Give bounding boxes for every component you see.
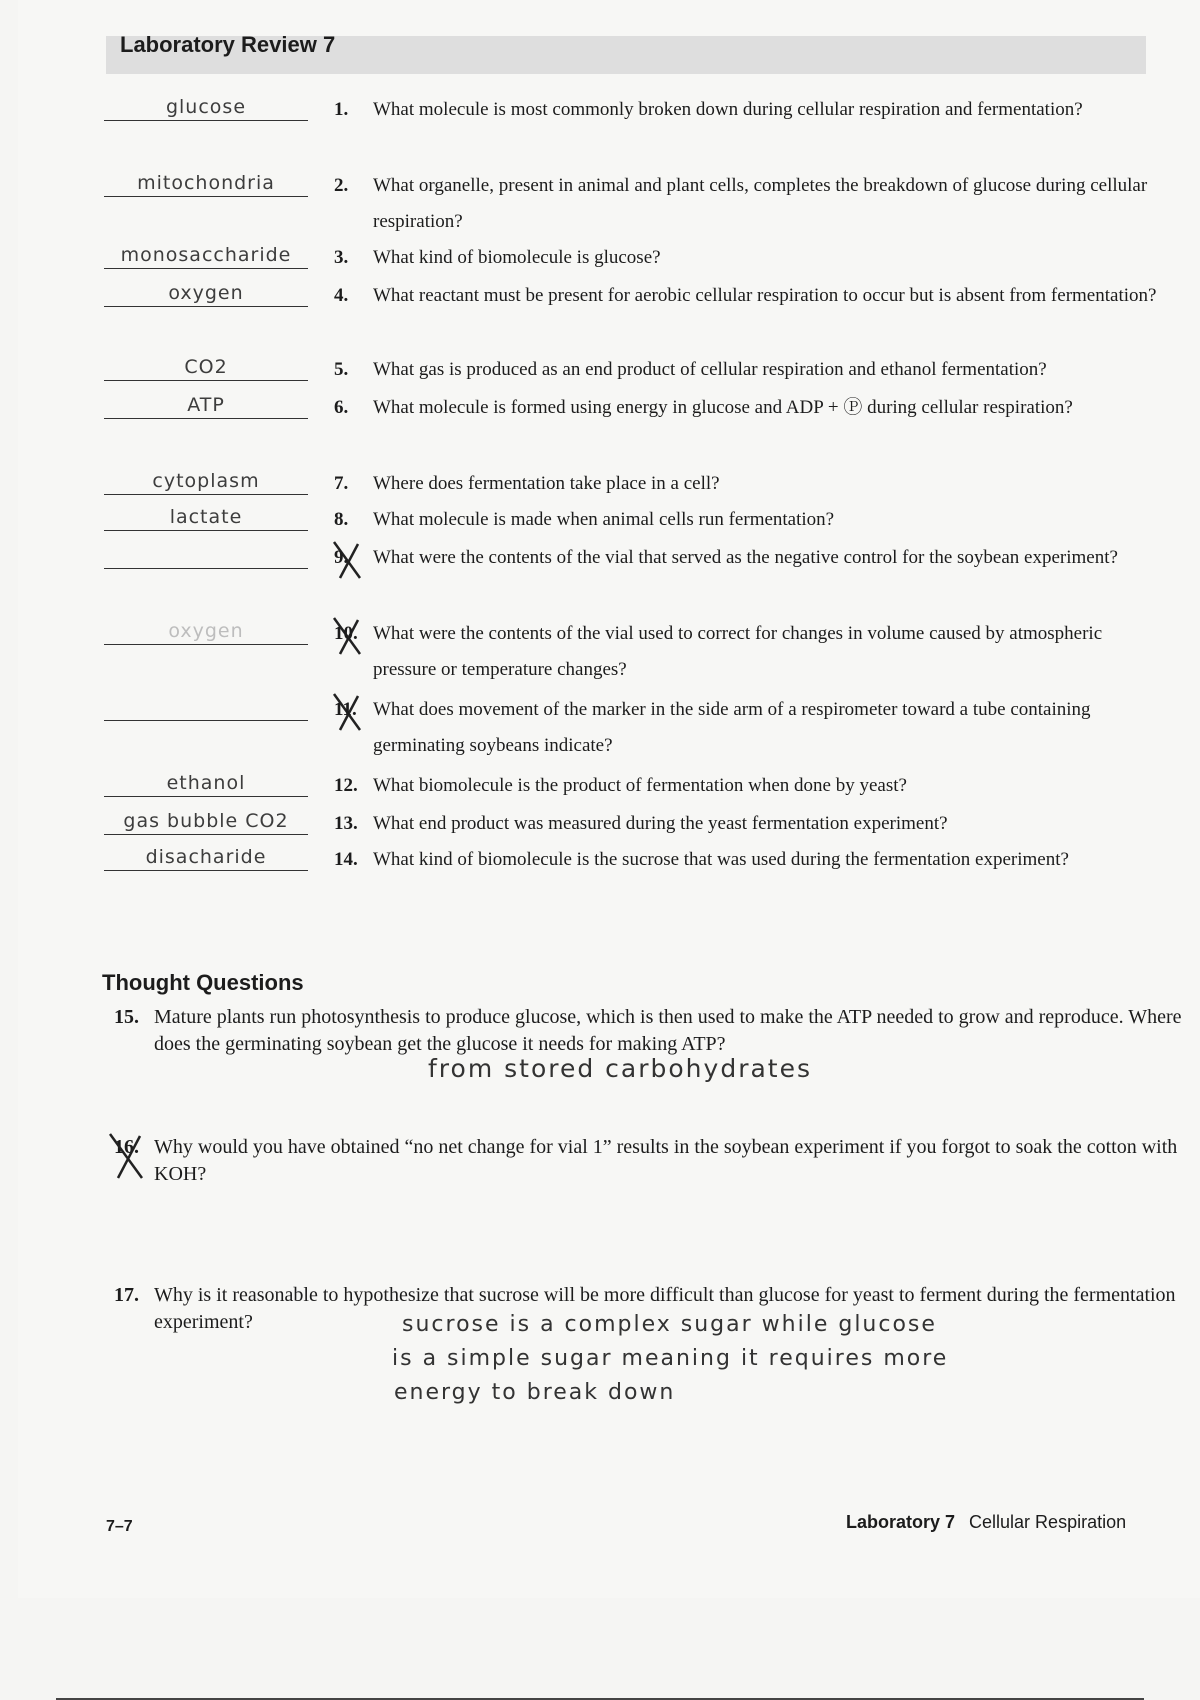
question-number: 14. xyxy=(334,849,358,870)
handwritten-answer: cytoplasm xyxy=(152,470,260,492)
handwritten-answer: oxygen xyxy=(168,282,244,304)
question-text: What does movement of the marker in the side arm of a respirometer toward a tube containing germinating soybeans indicate? xyxy=(373,699,1091,756)
question-text: What biomolecule is the product of fermentation when done by yeast? xyxy=(373,775,907,796)
handwritten-answer: oxygen xyxy=(168,620,244,642)
question-number: 10. xyxy=(334,623,358,644)
answer-blank[interactable] xyxy=(104,768,308,797)
handwritten-answer: CO2 xyxy=(184,356,228,378)
handwritten-answer: lactate xyxy=(169,506,243,528)
footer-lab: Laboratory 7 xyxy=(846,1512,956,1532)
question-number: 11. xyxy=(334,699,357,720)
answer-blank[interactable] xyxy=(104,616,308,645)
question-number: 9. xyxy=(334,547,349,568)
answer-blank[interactable] xyxy=(104,240,308,269)
question-text: Mature plants run photosynthesis to produce glucose, which is then used to make the ATP needed to grow and reproduce. Where does the germinating soybean get the glucose it needs for making ATP? xyxy=(154,1006,1182,1055)
answer-blank[interactable] xyxy=(104,842,308,871)
section-title-thought-questions: Thought Questions xyxy=(102,970,304,995)
question-text: What gas is produced as an end product of cellular respiration and ethanol fermentation? xyxy=(373,359,1047,380)
question-number: 16. xyxy=(114,1136,139,1158)
question-number: 2. xyxy=(334,175,349,196)
question-text: What molecule is made when animal cells run fermentation? xyxy=(373,509,835,530)
question-text: What molecule is formed using energy in glucose and ADP + Ⓟ during cellular respiration? xyxy=(373,397,1073,418)
question-text: What organelle, present in animal and plant cells, completes the breakdown of glucose during cellular respiration? xyxy=(373,175,1148,232)
footer-label xyxy=(846,1512,1126,1533)
footer-topic: Cellular Respiration xyxy=(969,1512,1127,1532)
answer-blank[interactable] xyxy=(104,92,308,121)
handwritten-answer: mitochondria xyxy=(137,172,275,194)
answer-blank[interactable] xyxy=(104,352,308,381)
answer-blank[interactable] xyxy=(104,540,308,569)
question-number: 17. xyxy=(114,1284,139,1306)
answer-blank[interactable] xyxy=(104,390,308,419)
question-text: What were the contents of the vial used to correct for changes in volume caused by atmospheric pressure or temperature changes? xyxy=(373,623,1103,680)
handwritten-answer: sucrose is a complex sugar while glucose xyxy=(402,1312,937,1337)
question-number: 5. xyxy=(334,359,349,380)
answer-blank[interactable] xyxy=(104,466,308,495)
question-number: 13. xyxy=(334,813,358,834)
question-number: 15. xyxy=(114,1006,139,1028)
question-number: 6. xyxy=(334,397,349,418)
question-text: What molecule is most commonly broken down during cellular respiration and fermentation? xyxy=(373,99,1083,120)
handwritten-answer: glucose xyxy=(165,96,247,118)
question-text: What end product was measured during the yeast fermentation experiment? xyxy=(373,813,948,834)
handwritten-answer: energy to break down xyxy=(394,1380,676,1405)
handwritten-answer: monosaccharide xyxy=(120,244,292,266)
question-number: 1. xyxy=(334,99,349,120)
cross-out-mark xyxy=(106,1130,148,1182)
handwritten-answer: gas bubble CO2 xyxy=(123,810,289,832)
handwritten-answer: from stored carbohydrates xyxy=(428,1054,812,1083)
question-text: Where does fermentation take place in a cell? xyxy=(373,473,720,494)
question-text: Why is it reasonable to hypothesize that sucrose will be more difficult than glucose for yeast to ferment during the fermentation experiment? xyxy=(154,1284,1176,1333)
question-number: 12. xyxy=(334,775,358,796)
page-title: Laboratory Review 7 xyxy=(120,32,336,57)
question-text: What kind of biomolecule is glucose? xyxy=(373,247,661,268)
handwritten-answer: is a simple sugar meaning it requires more xyxy=(392,1346,949,1371)
answer-blank[interactable] xyxy=(104,692,308,721)
question-text: What were the contents of the vial that served as the negative control for the soybean experiment? xyxy=(373,547,1118,568)
page-number: 7–7 xyxy=(106,1518,133,1535)
answer-blank[interactable] xyxy=(104,278,308,307)
question-number: 7. xyxy=(334,473,349,494)
handwritten-answer: ATP xyxy=(187,394,225,416)
answer-blank[interactable] xyxy=(104,168,308,197)
answer-blank[interactable] xyxy=(104,806,308,835)
answer-blank[interactable] xyxy=(104,502,308,531)
question-number: 4. xyxy=(334,285,349,306)
question-number: 8. xyxy=(334,509,349,530)
handwritten-answer: ethanol xyxy=(166,772,246,794)
question-text: What reactant must be present for aerobic cellular respiration to occur but is absent from fermentation? xyxy=(373,285,1157,306)
handwritten-answer: disacharide xyxy=(145,846,267,868)
question-number: 3. xyxy=(334,247,349,268)
question-text: Why would you have obtained “no net change for vial 1” results in the soybean experiment if you forgot to soak the cotton with KOH? xyxy=(154,1136,1178,1185)
question-text: What kind of biomolecule is the sucrose that was used during the fermentation experiment? xyxy=(373,849,1069,870)
